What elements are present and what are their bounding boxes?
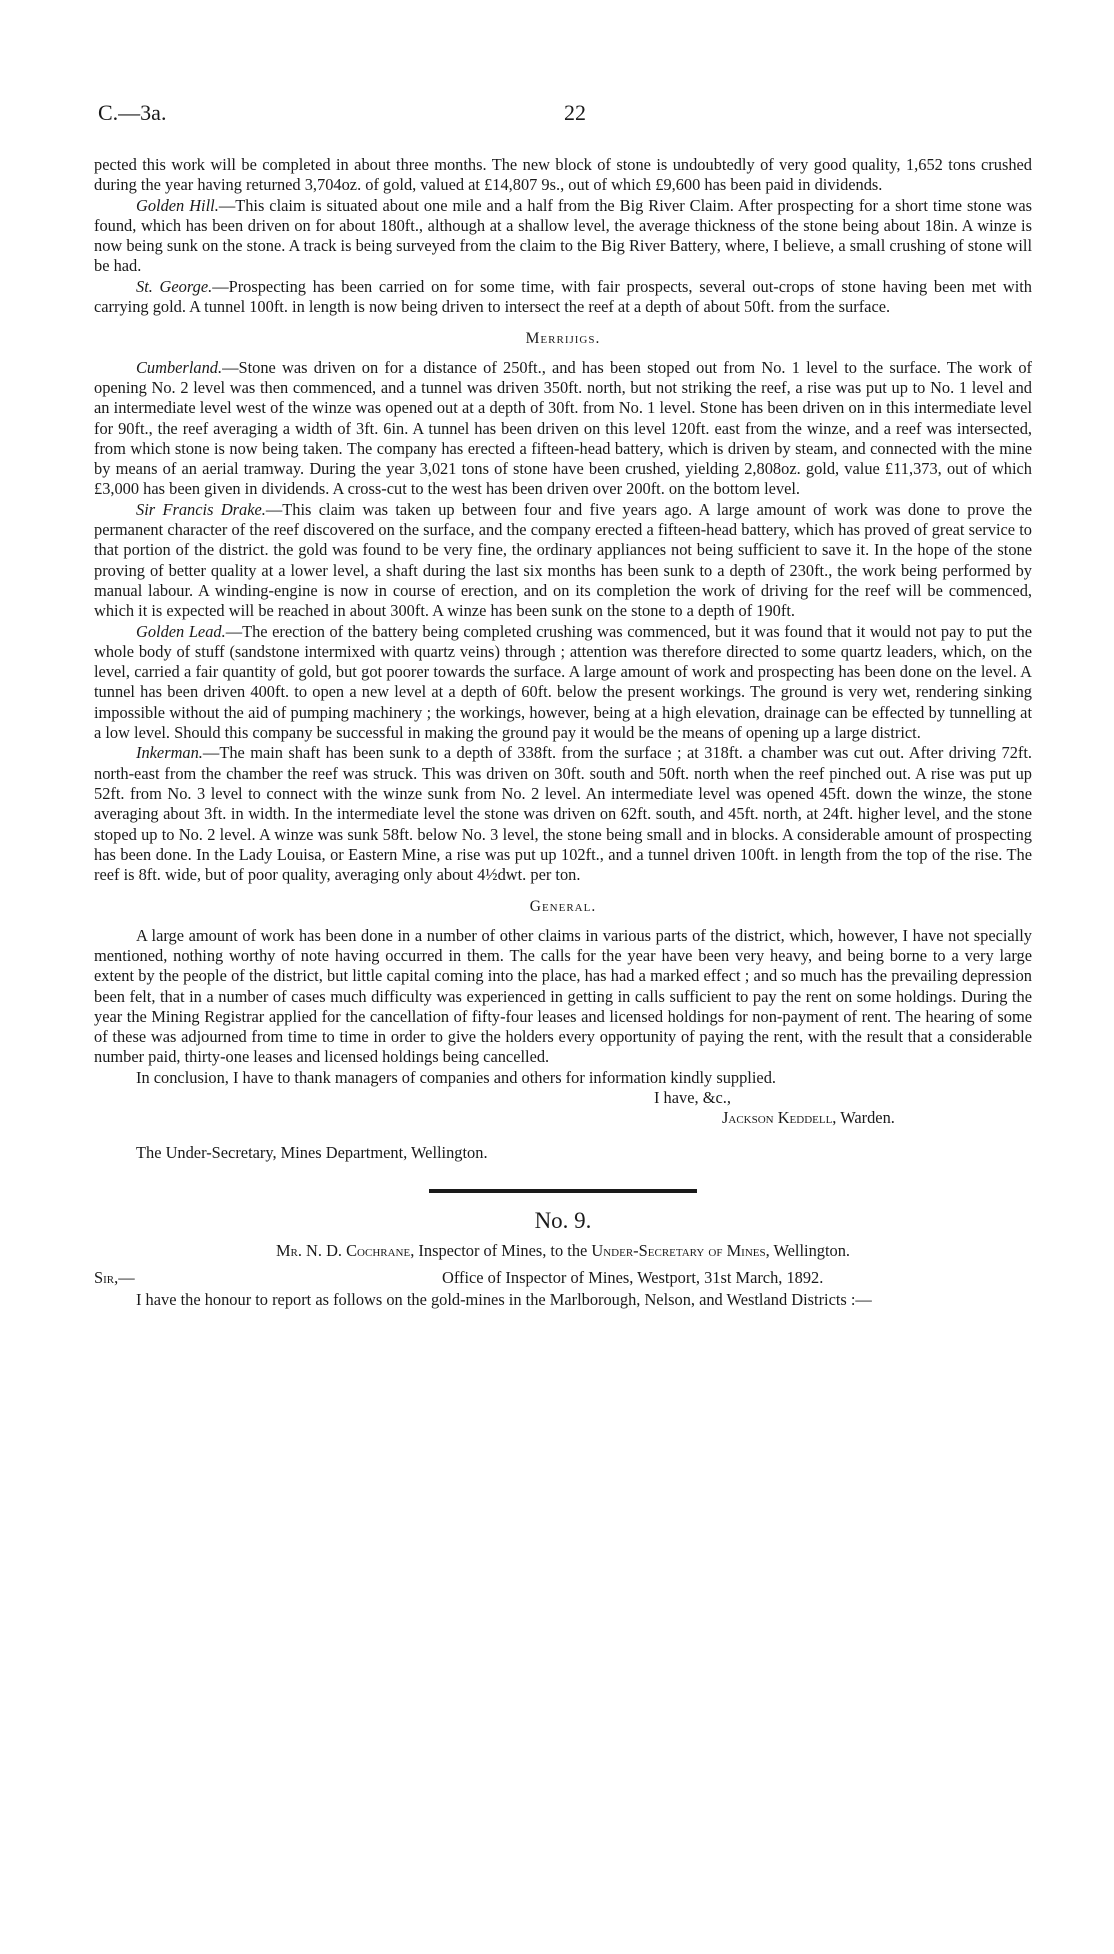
- document-reference: C.—3a.: [98, 100, 167, 125]
- section-heading-general: General.: [529, 898, 597, 916]
- salutation-line: [94, 1268, 1032, 1290]
- letter-office-date: Office of Inspector of Mines, Westport, 31st March, 1892.: [442, 1267, 824, 1287]
- claim-name: Golden Hill.: [136, 195, 219, 215]
- recipient-place: Wellington.: [769, 1241, 851, 1261]
- letter-from-to: [94, 1241, 1032, 1261]
- paragraph-opening: I have the honour to report as follows on the gold-mines in the Marlborough, Nelson, and Westland Districts :—: [136, 1289, 872, 1309]
- recipient-name: Under-Secretary of Mines,: [591, 1241, 770, 1261]
- closing-line: I have, &c.,: [654, 1088, 731, 1108]
- letter-number: No. 9.: [534, 1207, 592, 1233]
- signature: [94, 1108, 1032, 1128]
- signature-title: Warden.: [836, 1108, 895, 1128]
- letter-closing: [94, 1088, 1032, 1129]
- paragraph-conclusion: In conclusion, I have to thank managers of companies and others for information kindly supplied.: [136, 1067, 776, 1087]
- paragraph-text: —The erection of the battery being completed crushing was commenced, but it was found that it would not pay to put the whole body of stuff (sandstone intermixed with quartz veins) through ; attention was therefore directed to some quartz leaders, which, on the level, carried a fair quantity of gold, but got poorer towards the surface. A large amount of work and prospecting has been done on the level. A tunnel has been driven 400ft. to open a new level at a depth of 60ft. below the present workings. The ground is very wet, rendering sinking impossible without the aid of pumping machinery ; the workings, however, being at a high elevation, drainage can be effected by tunnelling at a low level. Should this company be successful in making the ground pay it would be the means of opening up a large district.: [94, 621, 1033, 743]
- paragraph-text: —Prospecting has been carried on for some time, with fair prospects, several out-crops of stone having been met with carrying gold. A tunnel 100ft. in length is now being driven to intersect the reef at a depth of about 50ft. from the surface.: [94, 276, 1033, 317]
- paragraph-cumberland: [94, 358, 1032, 500]
- paragraph-text: —The main shaft has been sunk to a depth of 338ft. from the surface ; at 318ft. a chamber was cut out. After driving 72ft. north-east from the chamber the reef was struck. This was driven on 30ft. south and 50ft. north when the reef pinched out. A rise was put up 52ft. from No. 3 level to connect with the winze sunk from No. 2 level. An intermediate level was opened 45ft. down the winze, the stone averaging about 3ft. in width. In the intermediate level the stone was driven on 62ft. south, and 45ft. north, at 24ft. higher level, and the stone stoped up to No. 2 level. A winze was sunk 58ft. below No. 3 level, the stone being small and in blocks. A considerable amount of prospecting has been done. In the Lady Louisa, or Eastern Mine, a rise was put up 102ft., and a tunnel driven 100ft. in length from the top of the rise. The reef is 8ft. wide, but of poor quality, averaging only about 4½dwt. per ton.: [94, 743, 1032, 885]
- section-heading-merrijigs: Merrijigs.: [525, 330, 601, 348]
- paragraph-text: —Stone was driven on for a distance of 250ft., and has been stoped out from No. 1 level to the surface. The work of opening No. 2 level was then commenced, and a tunnel was driven 350ft. north, but not striking the reef, a rise was put up to No. 1 level and an intermediate level west of the winze was opened out at a depth of 30ft. from No. 1 level. Stone has been driven on in this intermediate level for 90ft., the reef averaging a width of 3ft. 6in. A tunnel has been driven on this level 120ft. east from the winze, and a reef was intersected, from which stone is now being taken. The company has erected a fifteen-head battery, which is driven by steam, and connected with the mine by means of an aerial tramway. During the year 3,021 tons of stone have been crushed, yielding 2,808oz. gold, value £11,373, out of which £3,000 has been given in dividends. A cross-cut to the west has been driven over 200ft. on the bottom level.: [94, 357, 1032, 499]
- paragraph-golden-hill: [94, 196, 1032, 277]
- claim-name: Sir Francis Drake.: [136, 499, 266, 519]
- addressee: The Under-Secretary, Mines Department, Wellington.: [136, 1142, 488, 1162]
- paragraph-general: A large amount of work has been done in a number of other claims in various parts of the district, which, however, I have not specially mentioned, nothing worthy of note having occurred in them. The calls for the year have been very heavy, and being borne to a very large extent by the people of the district, but little capital coming into the place, has had a marked effect ; and so much has the prevailing depression been felt, that in a number of cases much difficulty was experienced in getting in calls sufficient to pay the rent on some holdings. During the year the Mining Registrar applied for the cancellation of fifty-four leases and licensed holdings for non-payment of rent. The hearing of some of these was adjourned from time to time in order to give the holders every opportunity of paying the rent, with the result that a considerable number paid, thirty-one leases and licensed holdings being cancelled.: [94, 925, 1032, 1067]
- claim-name: Inkerman.: [136, 743, 203, 763]
- paragraph-text: —This claim was taken up between four and five years ago. A large amount of work was done to prove the permanent character of the reef discovered on the surface, and the company erected a fifteen-head battery, which has proved of great service to that portion of the district. the gold was found to be very fine, the ordinary appliances not being sufficient to save it. In the hope of the stone proving of better quality at a lower level, a shaft during the last six months has been sunk to a depth of 230ft., the work being performed by manual labour. A winding-engine is now in course of erection, and on its completion the work of driving for the reef will be commenced, which it is expected will be reached in about 300ft. A winze has been sunk on the stone to a depth of 190ft.: [94, 499, 1032, 621]
- claim-name: St. George.: [136, 276, 213, 296]
- paragraph-intro: pected this work will be completed in about three months. The new block of stone is undoubtedly of very good quality, 1,652 tons crushed during the year having returned 3,704oz. of gold, valued at £14,807 9s., out of which £9,600 has been paid in dividends.: [94, 155, 1032, 195]
- paragraph-st-george: [94, 277, 1032, 318]
- sender-role: Inspector of Mines, to the: [414, 1241, 592, 1261]
- paragraph-sir-francis-drake: [94, 500, 1032, 622]
- paragraph-text: —This claim is situated about one mile and a half from the Big River Claim. After prospecting for a short time stone was found, which has been driven on for about 180ft., although at a shallow level, the average thickness of the stone being about 18in. A winze is now being sunk on the stone. A track is being surveyed from the claim to the Big River Battery, where, I believe, a small crushing of stone will be had.: [94, 195, 1032, 276]
- page-number: 22: [564, 100, 586, 125]
- signature-name: Jackson Keddell,: [722, 1108, 837, 1128]
- paragraph-inkerman: [94, 743, 1032, 885]
- paragraph-golden-lead: [94, 622, 1032, 744]
- claim-name: Cumberland.: [136, 357, 223, 377]
- salutation: Sir,—: [94, 1267, 135, 1287]
- section-divider: [429, 1189, 697, 1193]
- document-body: [94, 155, 1032, 1310]
- claim-name: Golden Lead.: [136, 621, 226, 641]
- sender-name: Mr. N. D. Cochrane,: [275, 1241, 415, 1261]
